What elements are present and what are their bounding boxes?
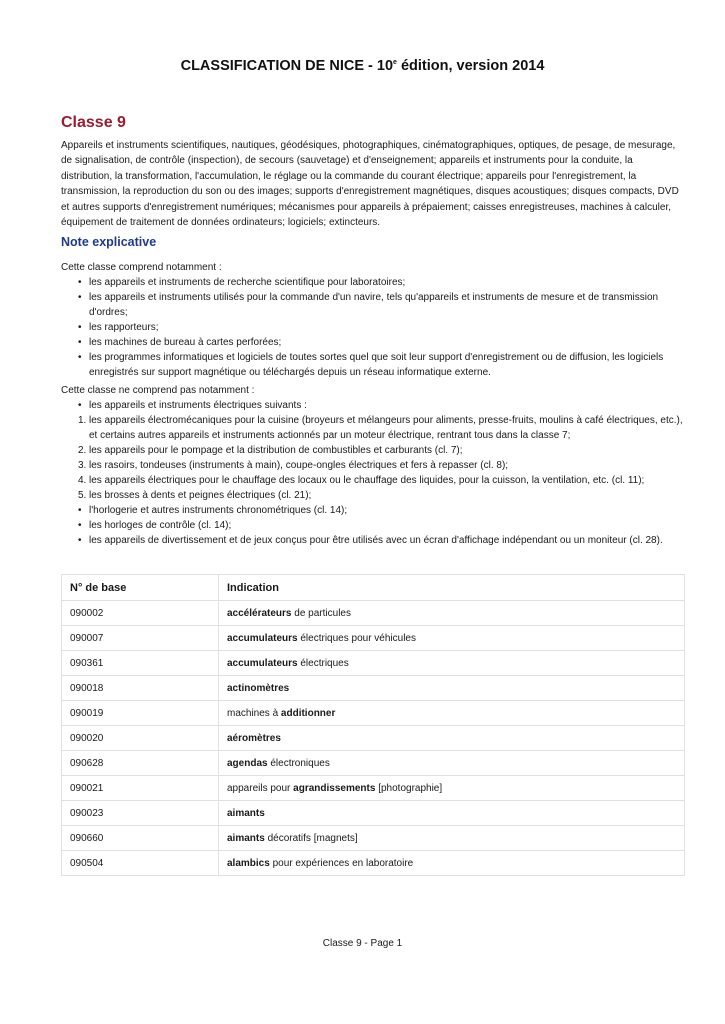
bullet-mark: •	[78, 322, 82, 333]
list-item-text: les horloges de contrôle (cl. 14);	[89, 520, 232, 531]
column-header-indication: Indication	[219, 575, 685, 601]
excludes-section	[61, 383, 685, 548]
bullet-mark: •	[78, 292, 82, 303]
table-row	[62, 801, 685, 826]
cell-indication	[219, 851, 685, 876]
table-row	[62, 701, 685, 726]
bullet-mark: •	[78, 277, 82, 288]
cell-base-number: 090007	[62, 626, 219, 651]
includes-list	[61, 275, 685, 380]
indication-text: électroniques	[267, 757, 330, 769]
title-superscript: e	[393, 59, 397, 67]
table-row	[62, 651, 685, 676]
indication-text: pour expériences en laboratoire	[269, 857, 414, 869]
table-row	[62, 751, 685, 776]
list-item-text: les appareils de divertissement et de jeux conçus pour être utilisés avec un écran d'affichage indépendant ou un moniteur (cl. 28).	[89, 535, 663, 546]
indication-text: de particules	[291, 607, 351, 619]
list-item-text: les appareils et instruments électriques suivants :	[89, 400, 307, 411]
list-item	[61, 503, 685, 518]
list-item	[61, 350, 685, 380]
list-item	[61, 413, 685, 443]
indication-keyword: agrandissements	[293, 782, 376, 794]
column-header-base: N° de base	[62, 575, 219, 601]
table-row	[62, 826, 685, 851]
title-suffix: édition, version 2014	[396, 58, 545, 74]
indication-text: machines à	[227, 707, 281, 719]
list-item-text: les brosses à dents et peignes électriques (cl. 21);	[89, 490, 312, 501]
indication-keyword: aimants	[227, 807, 265, 819]
title-main: CLASSIFICATION DE NICE - 10	[180, 58, 394, 74]
list-item	[61, 290, 685, 320]
page-footer: Classe 9 - Page 1	[322, 938, 403, 949]
bullet-mark: •	[78, 352, 82, 363]
note-title: Note explicative	[61, 235, 157, 249]
indication-keyword: alambics	[227, 857, 270, 869]
list-item-text: les programmes informatiques et logiciels de toutes sortes quel que soit leur support d'enregistrement ou de diffusion, les logiciels enregistrés sur support magnétique ou téléchargés depuis un réseau informatique externe.	[89, 352, 664, 378]
table-header-row	[62, 575, 685, 601]
table-row	[62, 676, 685, 701]
indication-keyword: accumulateurs	[227, 632, 298, 644]
bullet-mark: •	[78, 337, 82, 348]
table-row	[62, 851, 685, 876]
cell-indication	[219, 726, 685, 751]
table-row	[62, 726, 685, 751]
list-item	[61, 458, 685, 473]
list-item	[61, 443, 685, 458]
cell-base-number: 090020	[62, 726, 219, 751]
bullet-mark: 3.	[78, 460, 87, 471]
excludes-intro: Cette classe ne comprend pas notamment :	[61, 385, 255, 396]
cell-base-number: 090660	[62, 826, 219, 851]
list-item	[61, 518, 685, 533]
cell-indication	[219, 776, 685, 801]
cell-indication	[219, 826, 685, 851]
indication-keyword: accumulateurs	[227, 657, 298, 669]
cell-indication	[219, 676, 685, 701]
table-row	[62, 776, 685, 801]
includes-intro: Cette classe comprend notamment :	[61, 262, 222, 273]
indication-text: électriques pour véhicules	[297, 632, 416, 644]
table-row	[62, 601, 685, 626]
list-item-text: les appareils et instruments utilisés pour la commande d'un navire, tels qu'appareils et instruments de mesure et de transmission d'ordres;	[89, 292, 659, 318]
cell-indication	[219, 601, 685, 626]
cell-indication	[219, 801, 685, 826]
excludes-tail-list	[61, 503, 685, 548]
bullet-mark: •	[78, 535, 82, 546]
indication-text: électriques	[297, 657, 349, 669]
list-item-text: les appareils pour le pompage et la distribution de combustibles et carburants (cl. 7);	[89, 445, 463, 456]
bullet-mark: 5.	[78, 490, 87, 501]
table-body	[62, 601, 685, 876]
cell-base-number: 090019	[62, 701, 219, 726]
cell-base-number: 090361	[62, 651, 219, 676]
cell-base-number: 090021	[62, 776, 219, 801]
bullet-mark: •	[78, 505, 82, 516]
bullet-mark: 4.	[78, 475, 87, 486]
cell-indication	[219, 626, 685, 651]
indication-keyword: actinomètres	[227, 682, 290, 694]
indication-keyword: agendas	[227, 757, 268, 769]
cell-indication	[219, 751, 685, 776]
class-heading-text: Appareils et instruments scientifiques, nautiques, géodésiques, photographiques, cinématographiques, optiques, de pesage, de mesurage, de signalisation, de contrôle (inspection), de secours (sauvetage) et d'enseignement; appareils et instruments pour la conduite, la distribution, la transformation, l'accumulation, le réglage ou la commande du courant électrique; appareils pour l'enregistrement, la transmission, la reproduction du son ou des images; supports d'enregistrement magnétiques, disques acoustiques; disques compacts, DVD et autres supports d'enregistrement numériques; mécanismes pour appareils à prépaiement; caisses enregistreuses, machines à calculer, équipement de traitement de données ordinateurs; logiciels; extincteurs.	[61, 140, 679, 229]
document-title	[0, 58, 725, 74]
list-item	[61, 398, 685, 413]
bullet-mark: •	[78, 400, 82, 411]
bullet-mark: 1.	[78, 415, 87, 426]
list-item	[61, 473, 685, 488]
cell-base-number: 090023	[62, 801, 219, 826]
indication-text: [photographie]	[375, 782, 443, 794]
list-item	[61, 335, 685, 350]
list-item	[61, 320, 685, 335]
list-item	[61, 533, 685, 548]
excludes-numbered-list	[61, 413, 685, 503]
list-item-text: les machines de bureau à cartes perforées;	[89, 337, 282, 348]
table-row	[62, 626, 685, 651]
list-item	[61, 488, 685, 503]
class-title: Classe 9	[61, 114, 126, 131]
cell-base-number: 090002	[62, 601, 219, 626]
bullet-mark: •	[78, 520, 82, 531]
list-item-text: l'horlogerie et autres instruments chronométriques (cl. 14);	[89, 505, 348, 516]
bullet-mark: 2.	[78, 445, 87, 456]
indication-text: décoratifs [magnets]	[264, 832, 358, 844]
cell-indication	[219, 651, 685, 676]
indication-text: appareils pour	[227, 782, 294, 794]
list-item-text: les rasoirs, tondeuses (instruments à main), coupe-ongles électriques et fers à repasser (cl. 8);	[89, 460, 509, 471]
cell-base-number: 090628	[62, 751, 219, 776]
indication-keyword: aimants	[227, 832, 265, 844]
list-item-text: les appareils électromécaniques pour la cuisine (broyeurs et mélangeurs pour aliments, presse-fruits, moulins à café électriques, etc.), et certains autres appareils et instruments actionnés par un moteur électrique, rentrant tous dans la classe 7;	[89, 415, 683, 441]
cell-base-number: 090504	[62, 851, 219, 876]
indication-keyword: additionner	[280, 707, 336, 719]
indication-keyword: accélérateurs	[227, 607, 292, 619]
indication-keyword: aéromètres	[227, 732, 281, 744]
goods-table	[61, 574, 685, 876]
list-item-text: les appareils électriques pour le chauffage des locaux ou le chauffage des liquides, pour la cuisson, la ventilation, etc. (cl. 11);	[89, 475, 645, 486]
excludes-lead-list	[61, 398, 685, 413]
cell-indication	[219, 701, 685, 726]
list-item-text: les rapporteurs;	[89, 322, 159, 333]
list-item-text: les appareils et instruments de recherche scientifique pour laboratoires;	[89, 277, 406, 288]
includes-section	[61, 260, 685, 380]
list-item	[61, 275, 685, 290]
cell-base-number: 090018	[62, 676, 219, 701]
